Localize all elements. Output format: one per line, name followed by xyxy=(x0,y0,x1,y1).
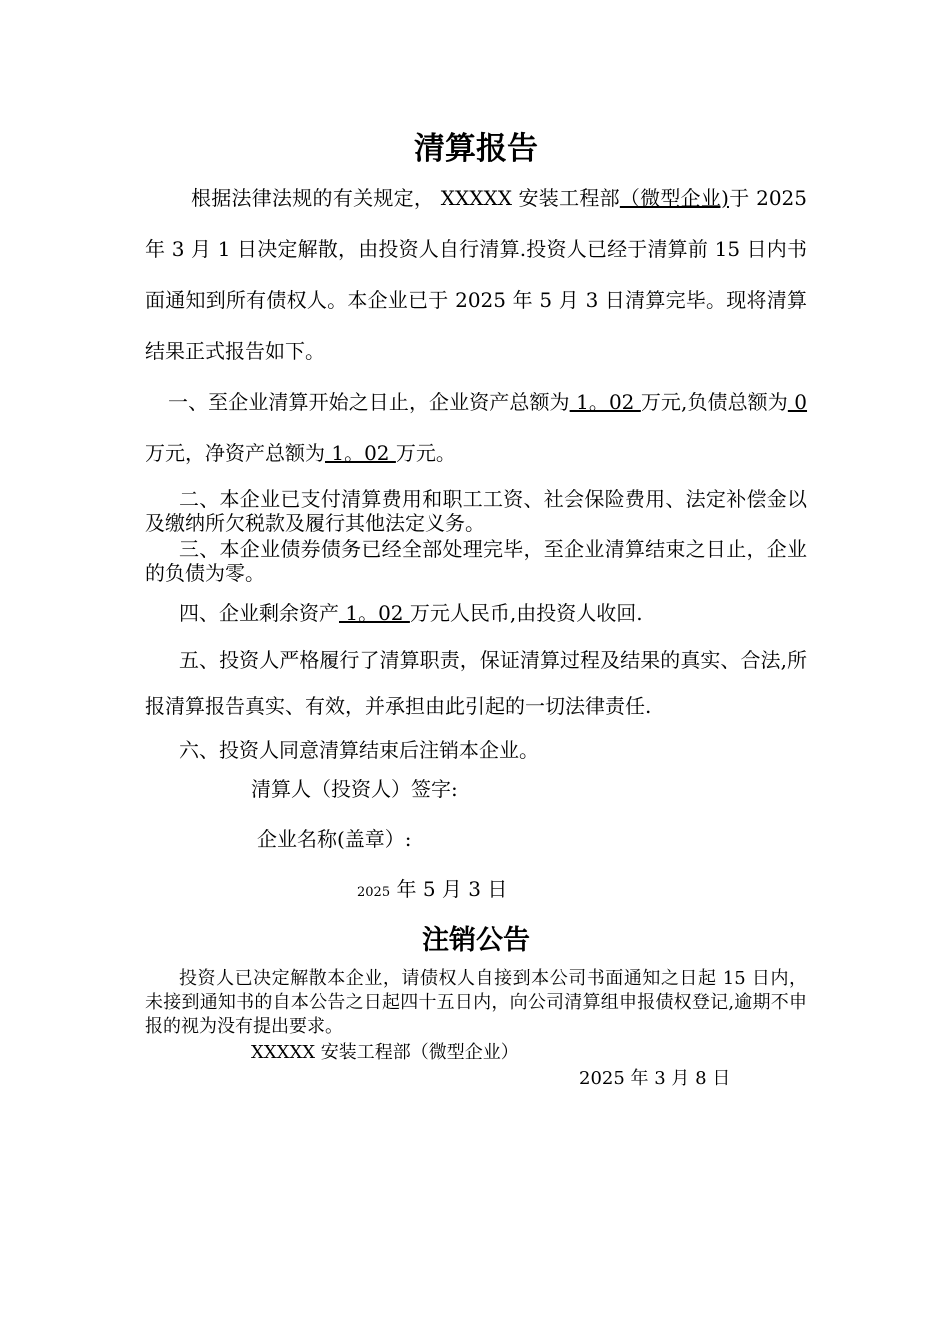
notice-title: 注销公告 xyxy=(422,925,530,956)
item1-text-d: 万元。 xyxy=(395,441,456,465)
remaining-assets-value: 1。02 xyxy=(339,601,410,625)
item1-text-b: 万元,负债总额为 xyxy=(640,390,788,414)
report-date-year-char: 年 xyxy=(396,877,417,901)
report-date-day: 3 xyxy=(468,877,481,901)
report-item-3: 三、本企业债券债务已经全部处理完毕，至企业清算结束之日止，企业的负债为零。 xyxy=(145,537,807,585)
report-item-6: 六、投资人同意清算结束后注销本企业。 xyxy=(179,738,539,762)
report-intro-paragraph xyxy=(145,173,807,377)
report-date-day-char: 日 xyxy=(487,877,508,901)
report-item-1 xyxy=(145,377,807,479)
total-liabilities-value: 0 xyxy=(787,390,808,414)
item1-text-a: 一、至企业清算开始之日止，企业资产总额为 xyxy=(168,390,570,414)
signer-label: 清算人（投资人）签字: xyxy=(251,777,458,801)
report-item-5: 五、投资人严格履行了清算职责，保证清算过程及结果的真实、合法,所报清算报告真实、有效，并承担由此引起的一切法律责任. xyxy=(145,648,807,718)
notice-date: 2025 年 3 月 8 日 xyxy=(579,1068,731,1089)
report-item-2: 二、本企业已支付清算费用和职工工资、社会保险费用、法定补偿金以及缴纳所欠税款及履行其他法定义务。 xyxy=(145,487,807,535)
item1-text-c: 万元，净资产总额为 xyxy=(145,441,325,465)
intro-text-c: 于 2025 年 3 月 1 日决定解散，由投资人自行清算.投资人已经于清算前 15 日内书面通知到所有债权人。本企业已于 2025 年 5 月 3 日清算完毕。现将清算结果正式报告如下。 xyxy=(145,186,807,363)
notice-company: XXXXX 安装工程部（微型企业） xyxy=(251,1042,519,1063)
intro-company-type: （微型企业) xyxy=(619,186,729,210)
item4-text-a: 四、企业剩余资产 xyxy=(179,601,339,625)
intro-text-a: 根据法律法规的有关规定， XXXXX 安装工程部 xyxy=(191,186,620,210)
report-date-year: 2025 xyxy=(357,885,391,900)
report-date xyxy=(145,871,807,911)
notice-body: 投资人已决定解散本企业，请债权人自接到本公司书面通知之日起 15 日内，未接到通知书的自本公告之日起四十五日内，向公司清算组申报债权登记,逾期不申报的视为没有提出要求。 xyxy=(145,968,807,1037)
net-assets-value: 1。02 xyxy=(325,441,396,465)
report-item-4 xyxy=(145,589,807,637)
report-title: 清算报告 xyxy=(414,131,538,167)
report-date-month-char: 月 xyxy=(441,877,462,901)
report-date-month: 5 xyxy=(422,877,436,901)
item4-text-b: 万元人民币,由投资人收回. xyxy=(409,601,643,625)
document-page xyxy=(145,125,807,1091)
total-assets-value: 1。02 xyxy=(569,390,641,414)
company-seal-label: 企业名称(盖章）: xyxy=(257,827,412,851)
